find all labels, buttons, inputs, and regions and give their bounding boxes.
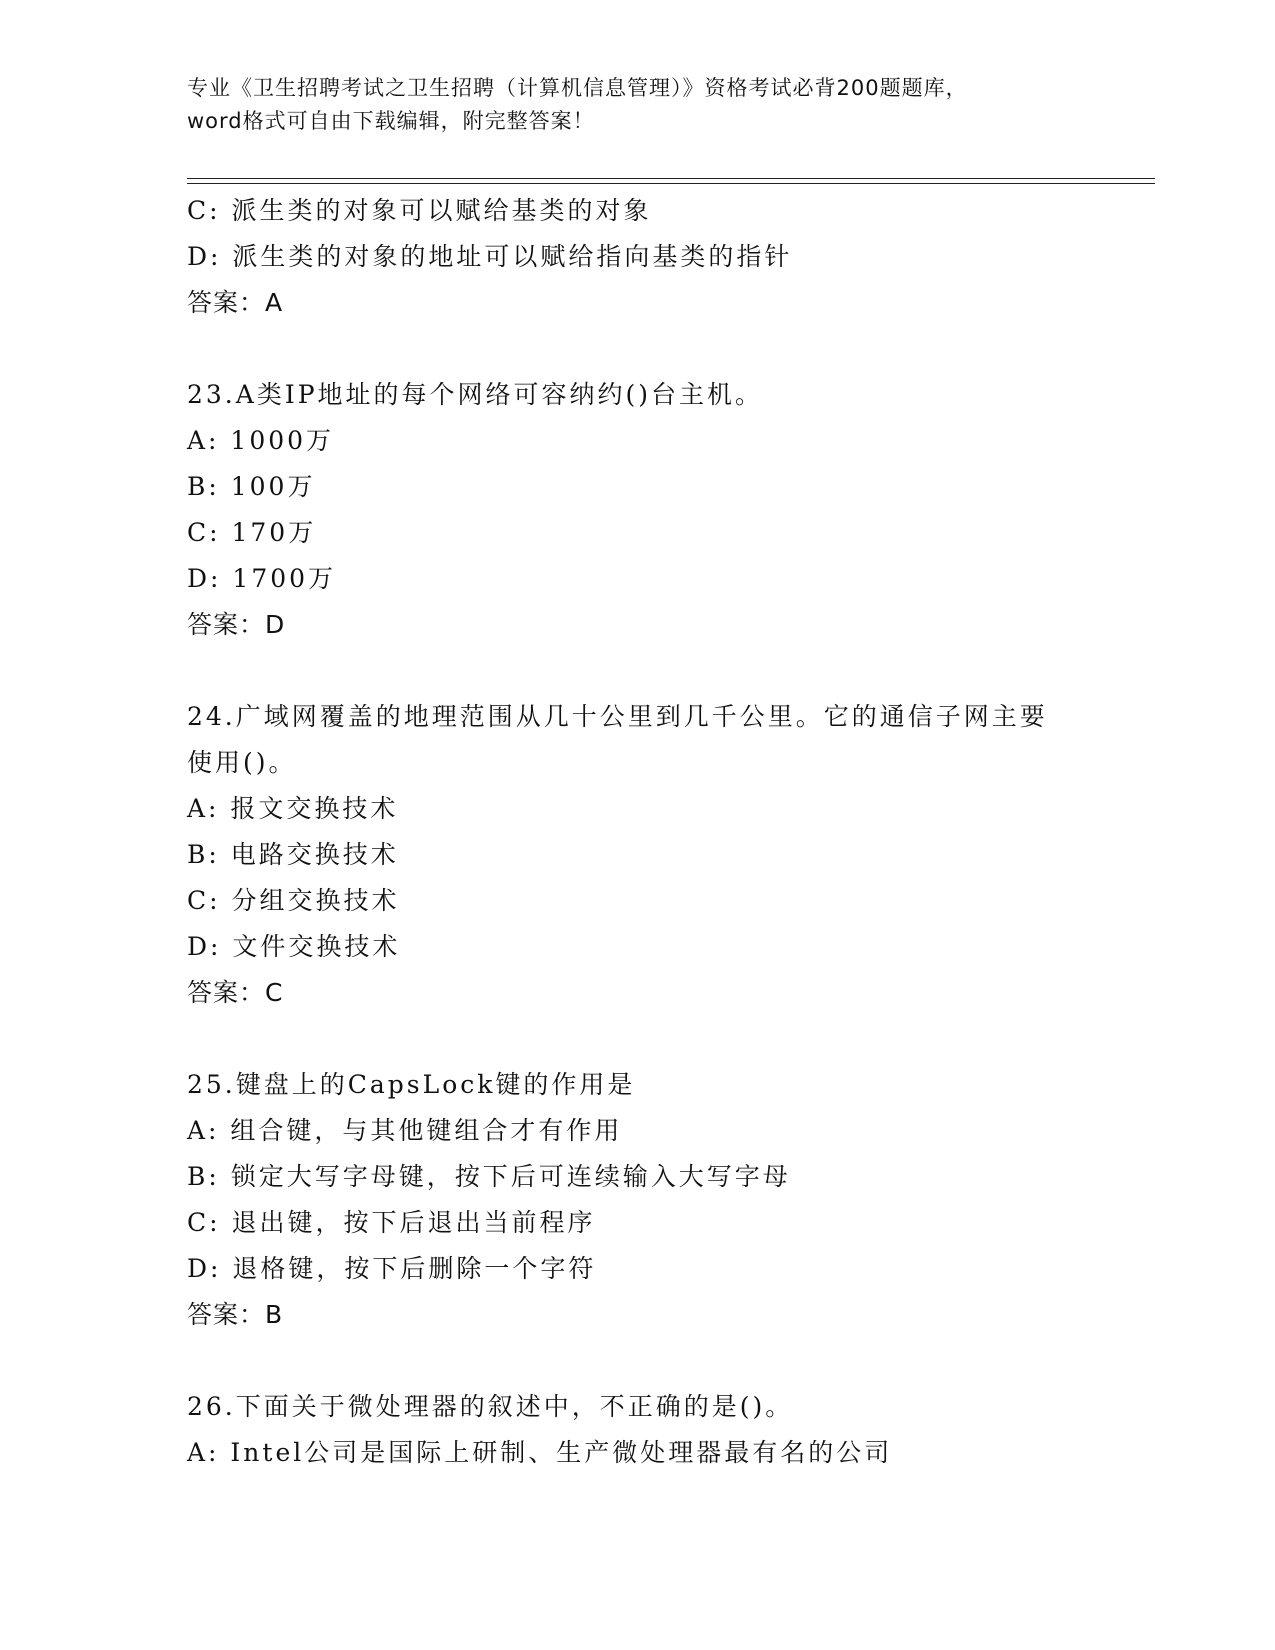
- question-23: [187, 372, 1155, 648]
- option-d: D: 1700万: [187, 564, 337, 593]
- question-22-partial: [187, 188, 1155, 326]
- header-line-2: word格式可自由下载编辑，附完整答案！: [187, 109, 595, 133]
- option-d: D: 派生类的对象的地址可以赋给指向基类的指针: [187, 242, 793, 271]
- option-c: C: 退出键，按下后退出当前程序: [187, 1208, 596, 1237]
- option-d: D: 文件交换技术: [187, 932, 401, 961]
- question-24: [187, 694, 1155, 1016]
- question-text-line-1: 24.广域网覆盖的地理范围从几十公里到几千公里。它的通信子网主要: [187, 702, 1048, 731]
- question-text: 23.A类IP地址的每个网络可容纳约()台主机。: [187, 380, 764, 409]
- question-text: 25.键盘上的CapsLock键的作用是: [187, 1070, 636, 1099]
- header-line-1: 专业《卫生招聘考试之卫生招聘（计算机信息管理）》资格考试必背200题题库，: [187, 76, 968, 100]
- header-divider-bottom: [187, 183, 1155, 184]
- question-text: 26.下面关于微处理器的叙述中，不正确的是()。: [187, 1392, 794, 1421]
- question-text-line-2: 使用()。: [187, 748, 297, 777]
- option-a: A: 组合键，与其他键组合才有作用: [187, 1116, 623, 1145]
- option-b: B: 电路交换技术: [187, 840, 399, 869]
- question-26-partial: [187, 1384, 1155, 1476]
- option-b: B: 锁定大写字母键，按下后可连续输入大写字母: [187, 1162, 791, 1191]
- option-a: A: 报文交换技术: [187, 794, 399, 823]
- question-list: [187, 188, 1155, 1476]
- option-a: A: Intel公司是国际上研制、生产微处理器最有名的公司: [187, 1438, 893, 1467]
- answer: 答案：C: [187, 978, 284, 1007]
- option-b: B: 100万: [187, 472, 316, 501]
- option-c: C: 170万: [187, 518, 317, 547]
- answer: 答案：A: [187, 288, 284, 317]
- header-divider-top: [187, 178, 1155, 179]
- option-c: C: 派生类的对象可以赋给基类的对象: [187, 196, 652, 225]
- answer: 答案：D: [187, 610, 286, 639]
- option-c: C: 分组交换技术: [187, 886, 400, 915]
- option-a: A: 1000万: [187, 426, 335, 455]
- question-25: [187, 1062, 1155, 1338]
- document-header: [187, 72, 1087, 138]
- answer: 答案：B: [187, 1300, 284, 1329]
- option-d: D: 退格键，按下后删除一个字符: [187, 1254, 597, 1283]
